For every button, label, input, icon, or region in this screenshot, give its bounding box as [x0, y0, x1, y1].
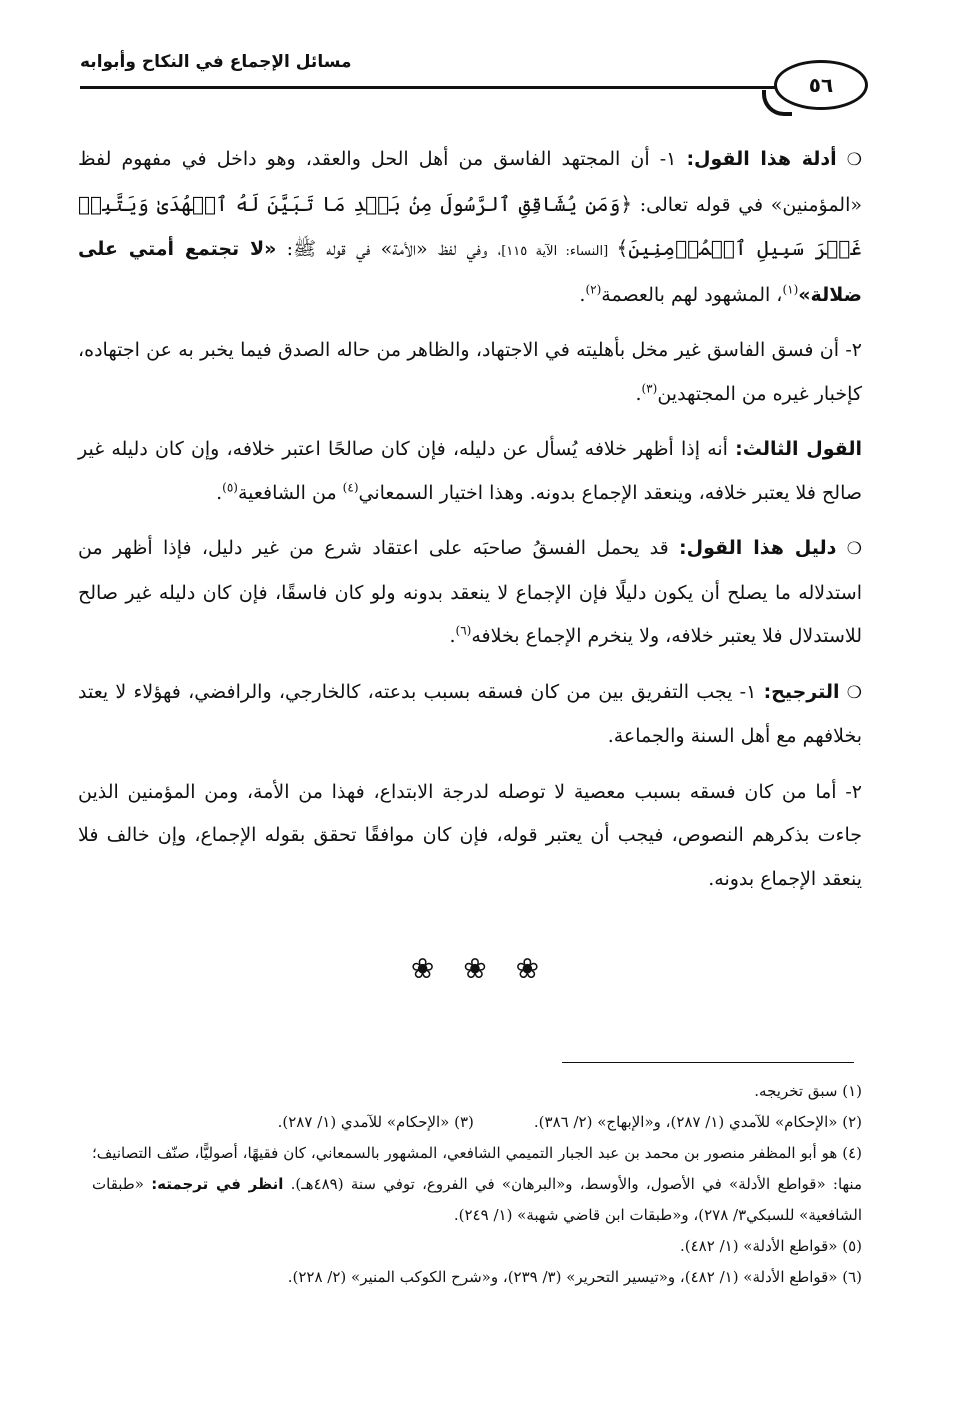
footnote-ref: (٢) [585, 282, 602, 297]
paragraph-text: ، وفي لفظ «الأمة» في قوله ﷺ: [276, 238, 502, 260]
section-divider-ornament: ❀ ❀ ❀ [410, 952, 550, 985]
bullet-circle-icon: ❍ [846, 539, 862, 559]
footnote-4-text: (٤) هو أبو المظفر منصور بن محمد بن عبد الجبار التميمي الشافعي، المشهور بالسمعاني، كان فقيهًا، أصوليًّا، صنّف التصانيف؛ منها: «قواطع الأدلة» في الأصول، والأوسط، و«البرهان» في الفروع، توفي سنة (٤٨٩هـ). [92, 1144, 862, 1193]
bullet-circle-icon: ❍ [846, 682, 863, 703]
paragraph-evidence-third-opinion [78, 527, 862, 659]
paragraph-text: قد يحمل الفسقُ صاحبَه على اعتقاد شرع من غير دليل، فإذا أظهر من استدلاله ما يصلح أن يكون دليلًا فإن الإجماع لا ينعقد بدونه ولو كان فاسقًا، فإن كان دليله غير صالح للاستدلال فلا يعتبر خلافه، ولا ينخرم الإجماع بخلافه [78, 537, 862, 647]
footnote-4 [92, 1138, 862, 1231]
running-title: مسائل الإجماع في النكاح وأبوابه [80, 52, 352, 72]
footnote-6: (٦) «قواطع الأدلة» (١/ ٤٨٢)، و«تيسير التحرير» (٣/ ٢٣٩)، و«شرح الكوكب المنير» (٢/ ٢٢٨). [287, 1268, 862, 1286]
section-heading: دليل هذا القول: [679, 537, 837, 559]
footnote-separator [562, 1062, 854, 1063]
section-heading: الترجيح: [763, 680, 840, 703]
footnote-4-sources: «طبقات الشافعية» للسبكي٣/ ٢٧٨)، و«طبقات ابن قاضي شهبة» (١/ ٢٤٩). [92, 1175, 862, 1224]
paragraph-text: ١- أن المجتهد الفاسق من أهل الحل والعقد، وهو داخل في مفهوم لفظ «المؤمنين» في قوله تعالى: [78, 148, 863, 216]
verse-reference: [النساء: الآية ١١٥] [501, 244, 617, 259]
sentence-end: . [216, 481, 223, 504]
paragraph-text: أنه إذا أظهر خلافه يُسأل عن دليله، فإن كان صالحًا اعتبر خلافه، وإن كان دليله غير صالح فلا يعتبر خلافه، وينعقد الإجماع بدونه. وهذا اختيار السمعاني [78, 438, 862, 504]
page-number: ٥٦ [774, 60, 868, 110]
main-text [78, 138, 862, 913]
footnote-4-label: انظر في ترجمته: [151, 1175, 284, 1193]
page-header [80, 40, 870, 120]
paragraph-text: ٢- أن فسق الفاسق غير مخل بأهليته في الاجتهاد، والظاهر من حاله الصدق فيما يخبر به عن اجتهاده، كإخبار غيره من المجتهدين [78, 339, 862, 405]
section-heading: القول الثالث: [735, 438, 863, 460]
footnote-ref: (١) [782, 282, 799, 297]
footnote-ref: (٥) [222, 480, 238, 495]
footnote-ref: (٤) [342, 480, 359, 495]
paragraph-text: من الشافعية [237, 481, 343, 504]
sentence-end: . [579, 283, 586, 306]
paragraph-preference-second [78, 771, 862, 902]
footnote-3: (٣) «الإحكام» للآمدي (١/ ٢٨٧). [277, 1113, 474, 1131]
sentence-end: . [449, 625, 456, 647]
footnotes [92, 1076, 862, 1293]
footnote-2: (٢) «الإحكام» للآمدي (١/ ٢٨٧)، و«الإبهاج» (٢/ ٣٨٦). [533, 1113, 862, 1131]
section-heading: أدلة هذا القول: [686, 148, 837, 170]
footnote-5: (٥) «قواطع الأدلة» (١/ ٤٨٢). [680, 1237, 862, 1255]
sentence-end: . [635, 382, 642, 405]
paragraph-text: ٢- أما من كان فسقه بسبب معصية لا توصله لدرجة الابتداع، فهذا من الأمة، ومن المؤمنين الذين جاءت بذكرهم النصوص، فيجب أن يعتبر قوله، فإن كان موافقًا تحقق بقوله الإجماع، وإن خالف فلا ينعقد الإجماع بدونه. [78, 780, 862, 890]
paragraph-evidence-first-opinion [78, 138, 862, 317]
hadith-quote: «لا تجتمع أمتي على ضلالة» [78, 238, 862, 306]
paragraph-third-opinion [78, 428, 862, 515]
footnote-row-2-3 [92, 1107, 862, 1138]
footnote-ref: (٣) [641, 381, 658, 396]
footnote-ref: (٦) [455, 623, 472, 638]
footnote-1: (١) سبق تخريجه. [754, 1082, 862, 1100]
paragraph-text: ١- يجب التفريق بين من كان فسقه بسبب بدعته، كالخارجي، والرافضي، فهؤلاء لا يعتد بخلافهم مع أهل السنة والجماعة. [78, 680, 862, 747]
paragraph-text: ، المشهود لهم بالعصمة [601, 283, 783, 306]
paragraph-second-argument [78, 329, 862, 416]
quran-verse: ﴿وَمَن يُشَاقِقِ ٱلرَّسُولَ مِنۢ بَعۡدِ مَا تَبَيَّنَ لَهُ ٱلۡهُدَىٰ وَيَتَّبِعۡ غَيۡرَ سَبِيلِ ٱلۡمُؤۡمِنِينَ﴾ [78, 191, 862, 260]
header-rule [80, 86, 780, 89]
paragraph-preference [78, 671, 862, 759]
bullet-circle-icon: ❍ [846, 150, 862, 170]
